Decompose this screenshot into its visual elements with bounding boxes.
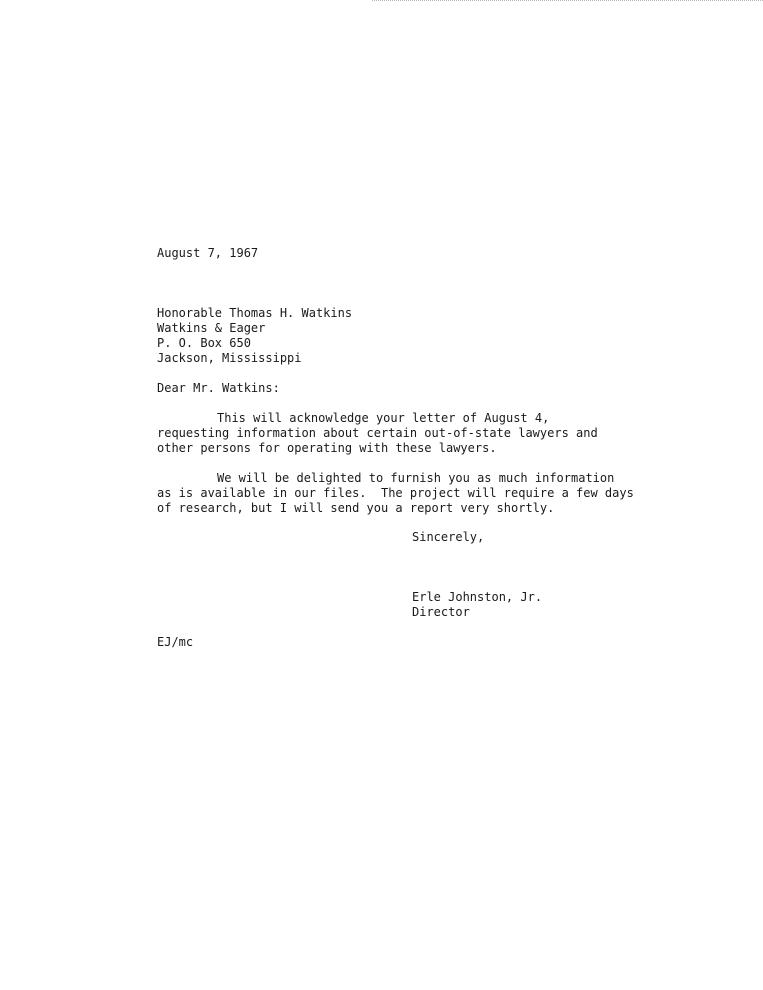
body-paragraph-2 [157, 471, 634, 516]
recipient-name: Honorable Thomas H. Watkins [157, 306, 353, 320]
typist-initials: EJ/mc [157, 635, 194, 649]
complimentary-close: Sincerely, [412, 530, 485, 544]
signature-title: Director [412, 605, 470, 619]
recipient-po-box: P. O. Box 650 [157, 336, 251, 350]
paragraph-line: This will acknowledge your letter of August 4, [217, 411, 550, 425]
paragraph-line: We will be delighted to furnish you as much information [217, 471, 615, 485]
paragraph-line: other persons for operating with these lawyers. [157, 441, 497, 455]
recipient-firm: Watkins & Eager [157, 321, 266, 335]
paragraph-line: of research, but I will send you a report very shortly. [157, 501, 555, 515]
signature-name: Erle Johnston, Jr. [412, 590, 543, 604]
recipient-address [157, 306, 352, 366]
body-paragraph-1 [157, 411, 598, 456]
paragraph-line: requesting information about certain out-of-state lawyers and [157, 426, 598, 440]
recipient-city: Jackson, Mississippi [157, 351, 302, 365]
letter-date: August 7, 1967 [157, 246, 259, 260]
salutation: Dear Mr. Watkins: [157, 381, 280, 395]
page-top-edge [372, 0, 763, 1]
paragraph-line: as is available in our files. The project will require a few days [157, 486, 634, 500]
